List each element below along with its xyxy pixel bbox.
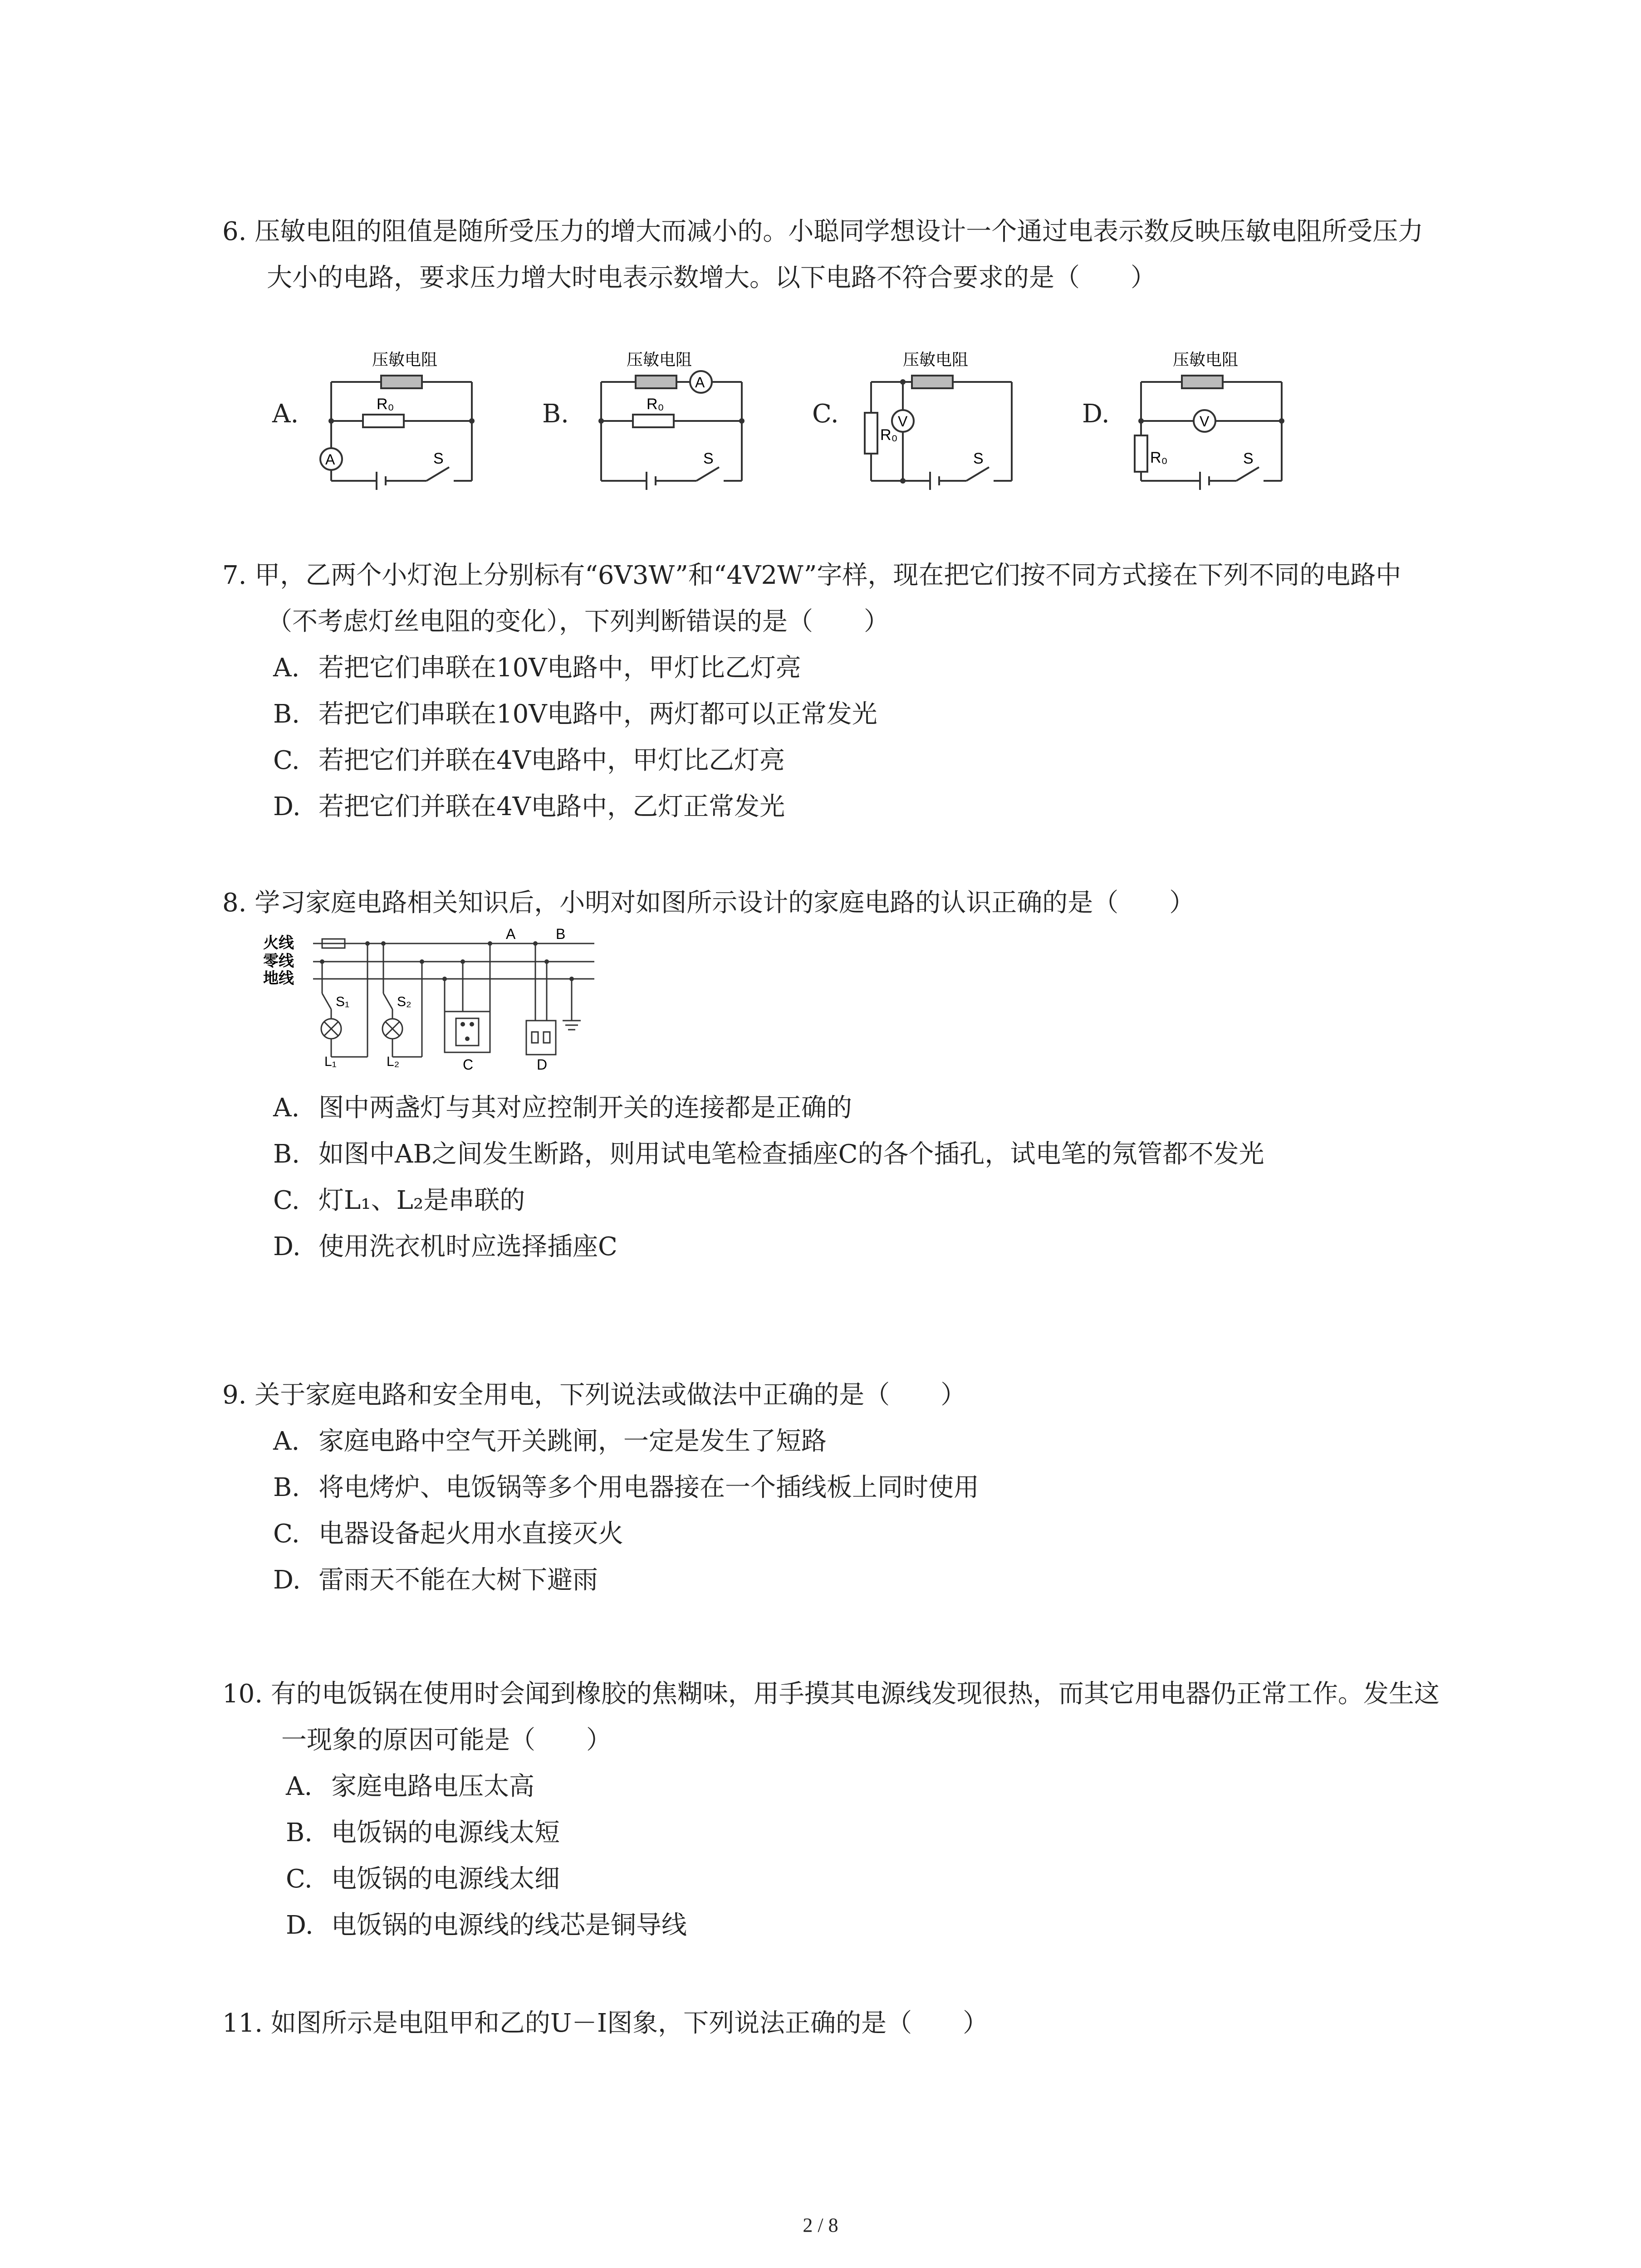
q6-option-a-label: A. xyxy=(272,399,299,429)
question-10-stem: 10. 有的电饭锅在使用时会闻到橡胶的焦糊味，用手摸其电源线发现很热，而其它用电器仍正常工作。发生这一现象的原因可能是（ ） xyxy=(222,1679,1440,1755)
question-10 xyxy=(222,1671,1447,1949)
q6-option-c-label: C. xyxy=(812,399,839,429)
point-a-label: A xyxy=(506,926,516,942)
q10-option-b[interactable]: B. 电饭锅的电源线太短 xyxy=(286,1818,560,1848)
switch-label: S xyxy=(973,450,984,467)
lamp-l1-label: L₁ xyxy=(324,1054,337,1069)
q6-option-b-label: B. xyxy=(542,399,569,429)
q6-circuit-d xyxy=(1123,345,1295,494)
switch-label: S xyxy=(1243,450,1254,467)
question-6-stem: 6. 压敏电阻的阻值是随所受压力的增大而减小的。小聪同学想设计一个通过电表示数反映压敏电阻所受压力大小的电路，要求压力增大时电表示数增大。以下电路不符合要求的是（ ） xyxy=(222,217,1424,293)
q10-option-d[interactable]: D. 电饭锅的电源线的线芯是铜导线 xyxy=(286,1911,687,1940)
question-8 xyxy=(222,880,1447,926)
q6-circuit-c xyxy=(853,345,1025,494)
sensor-label: 压敏电阻 xyxy=(372,350,438,369)
q8-option-b[interactable]: B. 如图中AB之间发生断路，则用试电笔检查插座C的各个插孔，试电笔的氖管都不发光 xyxy=(273,1139,1264,1169)
neutral-wire-label: 零线 xyxy=(263,953,294,970)
q6-circuit-a xyxy=(313,345,485,494)
question-11 xyxy=(222,2000,1447,2047)
question-7 xyxy=(222,552,1447,830)
question-9 xyxy=(222,1372,1447,1603)
switch-label: S xyxy=(433,450,444,467)
voltmeter-label: V xyxy=(1200,413,1210,430)
q7-option-a[interactable]: A. 若把它们串联在10V电路中，甲灯比乙灯亮 xyxy=(273,653,801,683)
sensor-label: 压敏电阻 xyxy=(903,350,969,369)
q10-option-c[interactable]: C. 电饭锅的电源线太细 xyxy=(286,1864,560,1894)
question-9-stem: 9. 关于家庭电路和安全用电，下列说法或做法中正确的是（ ） xyxy=(222,1380,966,1410)
question-11-stem: 11. 如图所示是电阻甲和乙的U－I图象，下列说法正确的是（ ） xyxy=(222,2009,989,2038)
q7-option-c[interactable]: C. 若把它们并联在4V电路中，甲灯比乙灯亮 xyxy=(273,746,785,775)
ammeter-label: A xyxy=(325,451,335,468)
lamp-l2-label: L₂ xyxy=(387,1054,400,1069)
q8-option-c[interactable]: C. 灯L₁、L₂是串联的 xyxy=(273,1186,525,1215)
socket-c-label: C xyxy=(463,1056,474,1073)
q6-circuit-b xyxy=(583,345,755,494)
ground-wire-label: 地线 xyxy=(263,970,294,987)
q9-option-d[interactable]: D. 雷雨天不能在大树下避雨 xyxy=(273,1565,598,1595)
switch-label: S xyxy=(703,450,714,467)
pressure-sensor-resistor xyxy=(1182,376,1223,388)
q8-option-d[interactable]: D. 使用洗衣机时应选择插座C xyxy=(273,1232,617,1261)
question-8-options xyxy=(222,1085,1447,1270)
q10-option-a[interactable]: A. 家庭电路电压太高 xyxy=(286,1772,534,1801)
question-7-stem: 7. 甲，乙两个小灯泡上分别标有“6V3W”和“4V2W”字样，现在把它们按不同方式接在下列不同的电路中（不考虑灯丝电阻的变化），下列判断错误的是（ ） xyxy=(222,561,1401,636)
voltmeter-label: V xyxy=(898,413,908,430)
q9-option-a[interactable]: A. 家庭电路中空气开关跳闸，一定是发生了短路 xyxy=(273,1427,827,1456)
q6-option-d-label: D. xyxy=(1082,399,1110,429)
sensor-label: 压敏电阻 xyxy=(1173,350,1239,369)
pressure-sensor-resistor xyxy=(912,376,953,388)
r0-label: R₀ xyxy=(377,396,394,413)
question-6 xyxy=(222,209,1447,301)
sensor-label: 压敏电阻 xyxy=(627,350,692,369)
live-wire-label: 火线 xyxy=(263,934,294,952)
q9-option-b[interactable]: B. 将电烤炉、电饭锅等多个用电器接在一个插线板上同时使用 xyxy=(273,1473,979,1502)
socket-d-label: D xyxy=(537,1056,548,1073)
pressure-sensor-resistor xyxy=(636,376,676,388)
switch-s2-label: S₂ xyxy=(397,994,411,1009)
q8-household-circuit-diagram xyxy=(263,925,626,1093)
r0-label: R₀ xyxy=(880,426,898,444)
pressure-sensor-resistor xyxy=(381,376,422,388)
q8-option-a[interactable]: A. 图中两盏灯与其对应控制开关的连接都是正确的 xyxy=(273,1093,852,1123)
page-number: 2 / 8 xyxy=(803,2214,838,2236)
ammeter-label: A xyxy=(695,374,705,391)
point-b-label: B xyxy=(556,926,566,942)
q7-option-d[interactable]: D. 若把它们并联在4V电路中，乙灯正常发光 xyxy=(273,792,785,821)
q9-option-c[interactable]: C. 电器设备起火用水直接灭火 xyxy=(273,1519,623,1549)
r0-label: R₀ xyxy=(1150,449,1168,466)
question-8-stem: 8. 学习家庭电路相关知识后，小明对如图所示设计的家庭电路的认识正确的是（ ） xyxy=(222,888,1195,918)
switch-s1-label: S₁ xyxy=(336,994,350,1009)
q7-option-b[interactable]: B. 若把它们串联在10V电路中，两灯都可以正常发光 xyxy=(273,699,877,729)
r0-label: R₀ xyxy=(647,396,664,413)
